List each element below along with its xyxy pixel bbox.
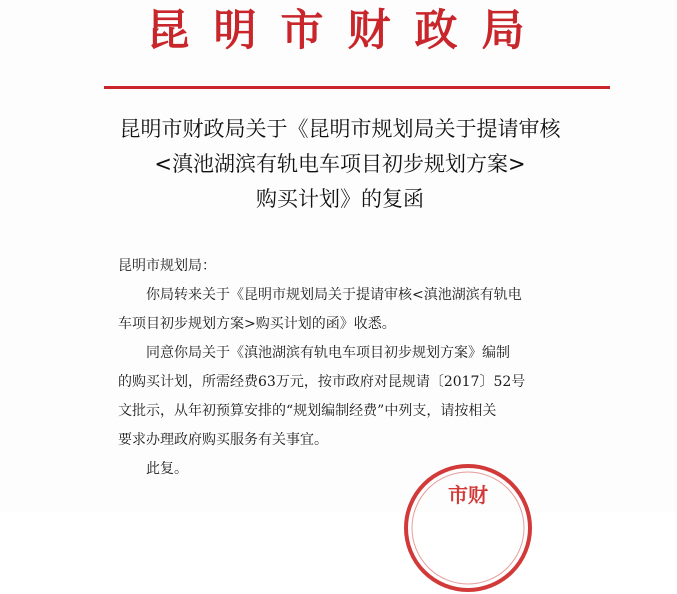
addressee: 昆明市规划局： (118, 258, 216, 274)
masthead: 昆明市财政局 (146, 6, 549, 56)
title-line-1: 昆明市财政局关于《昆明市规划局关于提请审核 (119, 117, 561, 141)
paragraph-1-line-2: 车项目初步规划方案>购买计划的函》收悉。 (118, 316, 396, 332)
paragraph-2-line-1: 同意你局关于《滇池湖滨有轨电车项目初步规划方案》编制 (146, 345, 510, 361)
paragraph-2-line-4: 要求办理政府购买服务有关事宜。 (118, 432, 328, 448)
document-title (60, 112, 620, 217)
paragraph-1-line-1: 你局转来关于《昆明市规划局关于提请审核<滇池湖滨有轨电 (146, 287, 522, 303)
paragraph-2-line-3: 文批示，从年初预算安排的“规划编制经费”中列支，请按相关 (118, 403, 497, 419)
seal-text: 市财 (448, 483, 488, 507)
red-divider-line (104, 86, 610, 89)
title-line-3: 购买计划》的复函 (256, 187, 424, 211)
title-line-2: <滇池湖滨有轨电车项目初步规划方案> (154, 152, 526, 176)
paragraph-2-line-2: 的购买计划，所需经费63万元，按市政府对昆规请〔2017〕52号 (118, 374, 526, 390)
document-body (118, 252, 588, 484)
official-seal (402, 462, 534, 594)
closing: 此复。 (146, 461, 188, 477)
